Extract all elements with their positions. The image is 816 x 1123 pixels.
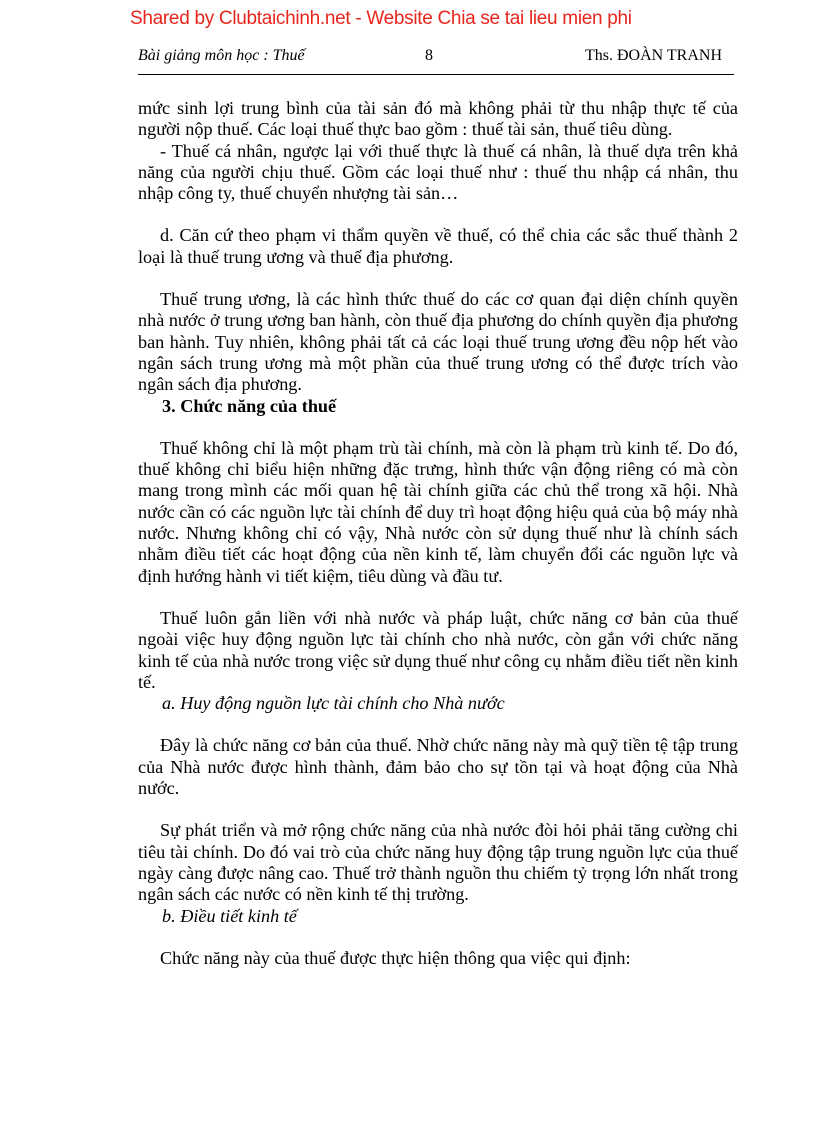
paragraph-personal-tax: - Thuế cá nhân, ngược lại với thuế thực là thuế cá nhân, là thuế dựa trên khả năng của người chịu thuế. Gồm các loại thuế như : thuế thu nhập cá nhân, thu nhập công ty, thuế chuyển nhượng tài sản… — [138, 140, 738, 204]
paragraph-authority-classification: d. Căn cứ theo phạm vi thẩm quyền về thuế, có thể chia các sắc thuế thành 2 loại là thuế trung ương và thuế địa phương. — [138, 225, 738, 267]
paragraph-tax-economic-category: Thuế không chỉ là một phạm trù tài chính, mà còn là phạm trù kinh tế. Do đó, thuế không chỉ biểu hiện những đặc trưng, hình thức vận động riêng có mà còn mang trong mình các mối quan hệ tài chính giữa các chủ thể trong xã hội. Nhà nước cần có các nguồn lực tài chính để duy trì hoạt động hiệu quả của bộ máy nhà nước. Nhưng không chỉ có vậy, Nhà nước còn sử dụng thuế như là chính sách nhằm điều tiết các hoạt động của nền kinh tế, làm chuyển đổi các nguồn lực và định hướng hành vi tiết kiệm, tiêu dùng và đầu tư. — [138, 437, 738, 586]
subheading-economic-regulation: b. Điều tiết kinh tế — [162, 905, 297, 926]
paragraph-real-tax-continued: mức sinh lợi trung bình của tài sản đó mà không phải từ thu nhập thực tế của người nộp thuế. Các loại thuế thực bao gồm : thuế tài sản, thuế tiêu dùng. — [138, 98, 738, 140]
paragraph-central-tax: Thuế trung ương, là các hình thức thuế do các cơ quan đại diện chính quyền nhà nước ở trung ương ban hành, còn thuế địa phương do chính quyền địa phương ban hành. Tuy nhiên, không phải tất cả các loại thuế trung ương đều nộp hết vào ngân sách trung ương mà một phần của thuế trung ương có thể được trích vào ngân sách địa phương. — [138, 289, 738, 395]
header-divider — [138, 74, 734, 75]
header-author: Ths. ĐOÀN TRANH — [584, 47, 722, 64]
paragraph-regulation-intro: Chức năng này của thuế được thực hiện thông qua việc qui định: — [160, 947, 631, 968]
page-header — [138, 47, 722, 69]
section-heading-functions: 3. Chức năng của thuế — [162, 395, 337, 416]
paragraph-tax-state-law: Thuế luôn gắn liền với nhà nước và pháp luật, chức năng cơ bản của thuế ngoài việc huy động nguồn lực tài chính cho nhà nước, còn gắn với chức năng kinh tế của nhà nước trong việc sử dụng thuế như công cụ nhằm điều tiết nền kinh tế. — [138, 607, 738, 692]
document-body — [138, 98, 738, 969]
watermark-banner: Shared by Clubtaichinh.net - Website Chia se tai lieu mien phi — [130, 8, 632, 29]
subheading-mobilize-resources: a. Huy động nguồn lực tài chính cho Nhà nước — [162, 693, 505, 714]
header-course-title: Bài giảng môn học : Thuế — [138, 47, 305, 64]
paragraph-expanding-functions: Sự phát triển và mở rộng chức năng của nhà nước đòi hỏi phải tăng cường chi tiêu tài chính. Do đó vai trò của chức năng huy động tập trung nguồn lực của thuế ngày càng được nâng cao. Thuế trở thành nguồn thu chiếm tỷ trọng lớn nhất trong ngân sách các nước có nền kinh tế thị trường. — [138, 820, 738, 905]
paragraph-basic-function: Đây là chức năng cơ bản của thuế. Nhờ chức năng này mà quỹ tiền tệ tập trung của Nhà nước được hình thành, đảm bảo cho sự tồn tại và hoạt động của Nhà nước. — [138, 735, 738, 799]
header-page-number: 8 — [425, 47, 433, 64]
